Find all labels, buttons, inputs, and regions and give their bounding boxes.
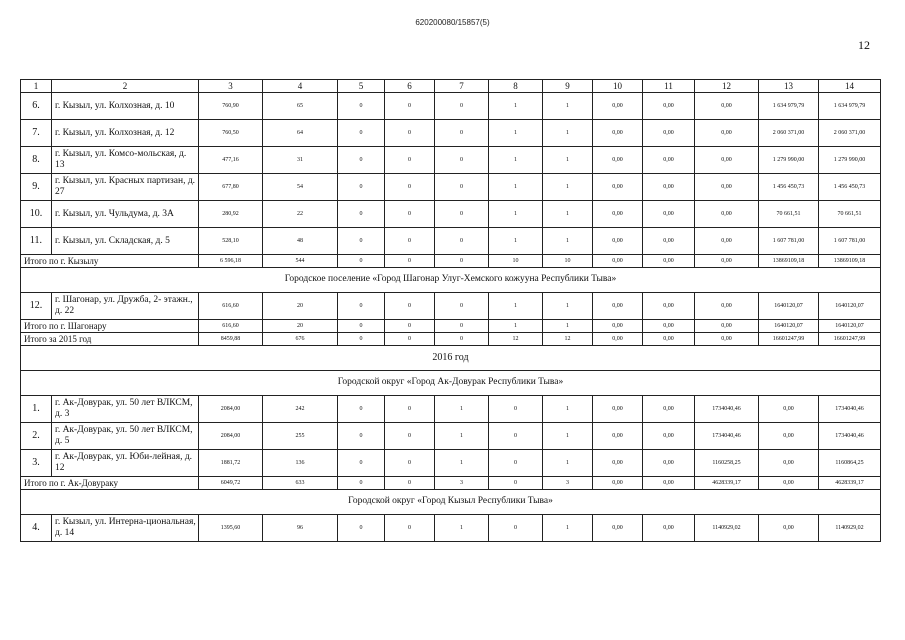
value-cell: 760,50 [199,120,263,147]
value-cell: 528,10 [199,228,263,255]
total-value-cell: 0 [338,477,385,490]
value-cell: 0,00 [695,174,759,201]
value-cell: 1 634 979,79 [759,93,819,120]
value-cell: 255 [263,423,338,450]
value-cell: 1 [435,396,489,423]
total-value-cell: 10 [543,255,593,268]
address-cell: г. Кызыл, ул. Колхозная, д. 12 [52,120,199,147]
address-cell: г. Ак-Довурак, ул. Юби-лейная, д. 12 [52,450,199,477]
total-value-cell: 0 [435,255,489,268]
value-cell: 1734040,46 [819,423,881,450]
address-cell: г. Кызыл, ул. Комсо-мольская, д. 13 [52,147,199,174]
total-row [21,333,881,346]
value-cell: 70 661,51 [759,201,819,228]
value-cell: 0 [338,396,385,423]
total-value-cell: 4628339,17 [695,477,759,490]
total-value-cell: 0,00 [593,320,643,333]
value-cell: 1 [489,147,543,174]
total-value-cell: 12 [543,333,593,346]
total-value-cell: 20 [263,320,338,333]
total-label: Итого за 2015 год [21,333,199,346]
value-cell: 0,00 [643,174,695,201]
value-cell: 0,00 [643,93,695,120]
value-cell: 1 607 781,00 [819,228,881,255]
document-id: 620200080/15857(5) [415,18,490,27]
column-number: 5 [338,80,385,93]
column-number: 8 [489,80,543,93]
value-cell: 1 634 979,79 [819,93,881,120]
total-value-cell: 1640120,07 [819,320,881,333]
value-cell: 0,00 [695,228,759,255]
value-cell: 0 [435,93,489,120]
value-cell: 1 [489,120,543,147]
value-cell: 0,00 [643,450,695,477]
value-cell: 1640120,07 [819,293,881,320]
value-cell: 64 [263,120,338,147]
value-cell: 2 060 371,00 [759,120,819,147]
row-number: 10. [21,201,52,228]
total-value-cell: 12 [489,333,543,346]
total-value-cell: 676 [263,333,338,346]
value-cell: 1 [435,515,489,542]
value-cell: 0,00 [695,93,759,120]
value-cell: 1 279 990,00 [759,147,819,174]
value-cell: 1 [489,293,543,320]
value-cell: 0,00 [593,228,643,255]
value-cell: 0,00 [593,93,643,120]
table-row [21,515,881,542]
total-value-cell: 6 596,18 [199,255,263,268]
table-row [21,450,881,477]
value-cell: 1734040,46 [819,396,881,423]
value-cell: 0 [435,228,489,255]
total-value-cell: 3 [543,477,593,490]
value-cell: 0 [338,515,385,542]
table-row [21,423,881,450]
value-cell: 0,00 [759,515,819,542]
value-cell: 0 [338,450,385,477]
column-number: 1 [21,80,52,93]
value-cell: 0,00 [643,228,695,255]
row-number: 7. [21,120,52,147]
value-cell: 136 [263,450,338,477]
total-value-cell: 0 [489,477,543,490]
value-cell: 1 [543,396,593,423]
column-number: 9 [543,80,593,93]
table-row [21,174,881,201]
total-value-cell: 616,60 [199,320,263,333]
column-number: 10 [593,80,643,93]
total-value-cell: 0,00 [593,333,643,346]
total-value-cell: 0,00 [695,255,759,268]
page-number: 12 [858,38,870,52]
value-cell: 96 [263,515,338,542]
value-cell: 1 456 450,73 [759,174,819,201]
value-cell: 0 [385,450,435,477]
row-number: 11. [21,228,52,255]
value-cell: 1 [543,293,593,320]
value-cell: 1140929,02 [695,515,759,542]
table-row [21,120,881,147]
total-value-cell: 16601247,99 [759,333,819,346]
value-cell: 0 [385,174,435,201]
value-cell: 0,00 [593,174,643,201]
total-value-cell: 0,00 [643,477,695,490]
value-cell: 1 [543,450,593,477]
total-value-cell: 633 [263,477,338,490]
value-cell: 0 [338,423,385,450]
address-cell: г. Кызыл, ул. Колхозная, д. 10 [52,93,199,120]
value-cell: 0,00 [593,450,643,477]
value-cell: 1 [543,201,593,228]
row-number: 9. [21,174,52,201]
value-cell: 0,00 [643,423,695,450]
year-heading-row [21,346,881,371]
value-cell: 0 [338,293,385,320]
value-cell: 280,92 [199,201,263,228]
value-cell: 0,00 [695,293,759,320]
value-cell: 0 [435,120,489,147]
value-cell: 1 [543,120,593,147]
row-number: 1. [21,396,52,423]
total-value-cell: 0 [435,333,489,346]
row-number: 3. [21,450,52,477]
column-number: 2 [52,80,199,93]
total-value-cell: 0,00 [643,320,695,333]
value-cell: 1 [543,174,593,201]
value-cell: 1 279 990,00 [819,147,881,174]
value-cell: 0,00 [593,120,643,147]
value-cell: 0 [385,201,435,228]
row-number: 12. [21,293,52,320]
value-cell: 0,00 [593,515,643,542]
total-value-cell: 4628339,17 [819,477,881,490]
total-value-cell: 3 [435,477,489,490]
value-cell: 0,00 [593,201,643,228]
value-cell: 1140929,02 [819,515,881,542]
section-heading: Городской округ «Город Кызыл Республики Тыва» [21,490,881,515]
row-number: 4. [21,515,52,542]
column-number: 13 [759,80,819,93]
total-value-cell: 0,00 [759,477,819,490]
value-cell: 0 [338,93,385,120]
value-cell: 0,00 [759,450,819,477]
value-cell: 1160864,25 [819,450,881,477]
total-label: Итого по г. Ак-Довураку [21,477,199,490]
total-value-cell: 0,00 [695,320,759,333]
value-cell: 2084,00 [199,423,263,450]
year-heading: 2016 год [21,346,881,371]
total-value-cell: 0,00 [643,333,695,346]
value-cell: 1160258,25 [695,450,759,477]
value-cell: 0,00 [643,293,695,320]
value-cell: 1395,60 [199,515,263,542]
value-cell: 1 [543,423,593,450]
value-cell: 0,00 [759,396,819,423]
data-table [20,79,881,542]
value-cell: 0 [489,396,543,423]
value-cell: 0,00 [593,396,643,423]
value-cell: 2084,00 [199,396,263,423]
total-value-cell: 16601247,99 [819,333,881,346]
table-row [21,293,881,320]
column-number: 7 [435,80,489,93]
value-cell: 0 [338,174,385,201]
value-cell: 477,16 [199,147,263,174]
total-value-cell: 0 [338,320,385,333]
section-heading: Городское поселение «Город Шагонар Улуг-Хемского кожууна Республики Тыва» [21,268,881,293]
total-value-cell: 0,00 [593,477,643,490]
total-value-cell: 6049,72 [199,477,263,490]
value-cell: 0,00 [759,423,819,450]
total-value-cell: 544 [263,255,338,268]
table-row [21,228,881,255]
value-cell: 1 456 450,73 [819,174,881,201]
table-row [21,93,881,120]
value-cell: 677,80 [199,174,263,201]
value-cell: 1 [435,423,489,450]
total-value-cell: 8459,88 [199,333,263,346]
value-cell: 0 [385,147,435,174]
value-cell: 760,90 [199,93,263,120]
section-heading-row [21,490,881,515]
value-cell: 0 [435,174,489,201]
total-value-cell: 1640120,07 [759,320,819,333]
value-cell: 1 [489,201,543,228]
total-value-cell: 0 [435,320,489,333]
value-cell: 65 [263,93,338,120]
column-number: 14 [819,80,881,93]
value-cell: 0,00 [593,423,643,450]
address-cell: г. Шагонар, ул. Дружба, 2- этажн., д. 22 [52,293,199,320]
value-cell: 0,00 [643,515,695,542]
value-cell: 22 [263,201,338,228]
total-row [21,477,881,490]
total-value-cell: 0,00 [593,255,643,268]
total-value-cell: 1 [489,320,543,333]
table-row [21,396,881,423]
total-value-cell: 0,00 [695,333,759,346]
value-cell: 0 [338,120,385,147]
address-cell: г. Ак-Довурак, ул. 50 лет ВЛКСМ, д. 3 [52,396,199,423]
address-cell: г. Кызыл, ул. Интерна-циональная, д. 14 [52,515,199,542]
total-value-cell: 0,00 [643,255,695,268]
total-value-cell: 0 [385,320,435,333]
value-cell: 1 [489,228,543,255]
value-cell: 1 [543,515,593,542]
value-cell: 0,00 [695,120,759,147]
address-cell: г. Кызыл, ул. Складская, д. 5 [52,228,199,255]
value-cell: 70 661,51 [819,201,881,228]
section-heading-row [21,371,881,396]
total-value-cell: 1 [543,320,593,333]
section-heading-row [21,268,881,293]
value-cell: 0 [338,201,385,228]
value-cell: 242 [263,396,338,423]
value-cell: 0 [489,423,543,450]
address-cell: г. Ак-Довурак, ул. 50 лет ВЛКСМ, д. 5 [52,423,199,450]
column-number: 4 [263,80,338,93]
column-number: 12 [695,80,759,93]
total-value-cell: 13869109,18 [819,255,881,268]
total-label: Итого по г. Шагонару [21,320,199,333]
value-cell: 616,60 [199,293,263,320]
total-value-cell: 10 [489,255,543,268]
total-value-cell: 0 [385,477,435,490]
total-value-cell: 0 [385,255,435,268]
section-heading: Городской округ «Город Ак-Довурак Республики Тыва» [21,371,881,396]
column-number: 6 [385,80,435,93]
value-cell: 1 [489,93,543,120]
value-cell: 0,00 [643,201,695,228]
value-cell: 0 [385,93,435,120]
value-cell: 1 [489,174,543,201]
total-value-cell: 0 [385,333,435,346]
value-cell: 1640120,07 [759,293,819,320]
value-cell: 0 [385,228,435,255]
value-cell: 0,00 [643,396,695,423]
value-cell: 0 [338,228,385,255]
value-cell: 0 [435,201,489,228]
total-value-cell: 0 [338,255,385,268]
value-cell: 0 [435,147,489,174]
value-cell: 0 [385,293,435,320]
value-cell: 2 060 371,00 [819,120,881,147]
value-cell: 1734040,46 [695,423,759,450]
value-cell: 20 [263,293,338,320]
address-cell: г. Кызыл, ул. Красных партизан, д. 27 [52,174,199,201]
address-cell: г. Кызыл, ул. Чульдума, д. 3А [52,201,199,228]
value-cell: 0,00 [643,147,695,174]
column-number-row [21,80,881,93]
column-number: 3 [199,80,263,93]
value-cell: 0 [385,423,435,450]
value-cell: 1881,72 [199,450,263,477]
value-cell: 1 [543,147,593,174]
value-cell: 0,00 [593,293,643,320]
total-row [21,255,881,268]
value-cell: 0 [385,396,435,423]
table-row [21,201,881,228]
value-cell: 0 [435,293,489,320]
value-cell: 1734040,46 [695,396,759,423]
value-cell: 0 [489,515,543,542]
value-cell: 1 [543,228,593,255]
value-cell: 0 [338,147,385,174]
value-cell: 1 607 781,00 [759,228,819,255]
row-number: 8. [21,147,52,174]
value-cell: 0,00 [695,201,759,228]
value-cell: 0,00 [643,120,695,147]
row-number: 6. [21,93,52,120]
total-value-cell: 13869109,18 [759,255,819,268]
total-value-cell: 0 [338,333,385,346]
value-cell: 0 [385,515,435,542]
total-label: Итого по г. Кызылу [21,255,199,268]
value-cell: 0 [385,120,435,147]
value-cell: 1 [543,93,593,120]
total-row [21,320,881,333]
value-cell: 1 [435,450,489,477]
value-cell: 0 [489,450,543,477]
table-row [21,147,881,174]
column-number: 11 [643,80,695,93]
value-cell: 48 [263,228,338,255]
value-cell: 31 [263,147,338,174]
row-number: 2. [21,423,52,450]
value-cell: 0,00 [695,147,759,174]
value-cell: 54 [263,174,338,201]
value-cell: 0,00 [593,147,643,174]
